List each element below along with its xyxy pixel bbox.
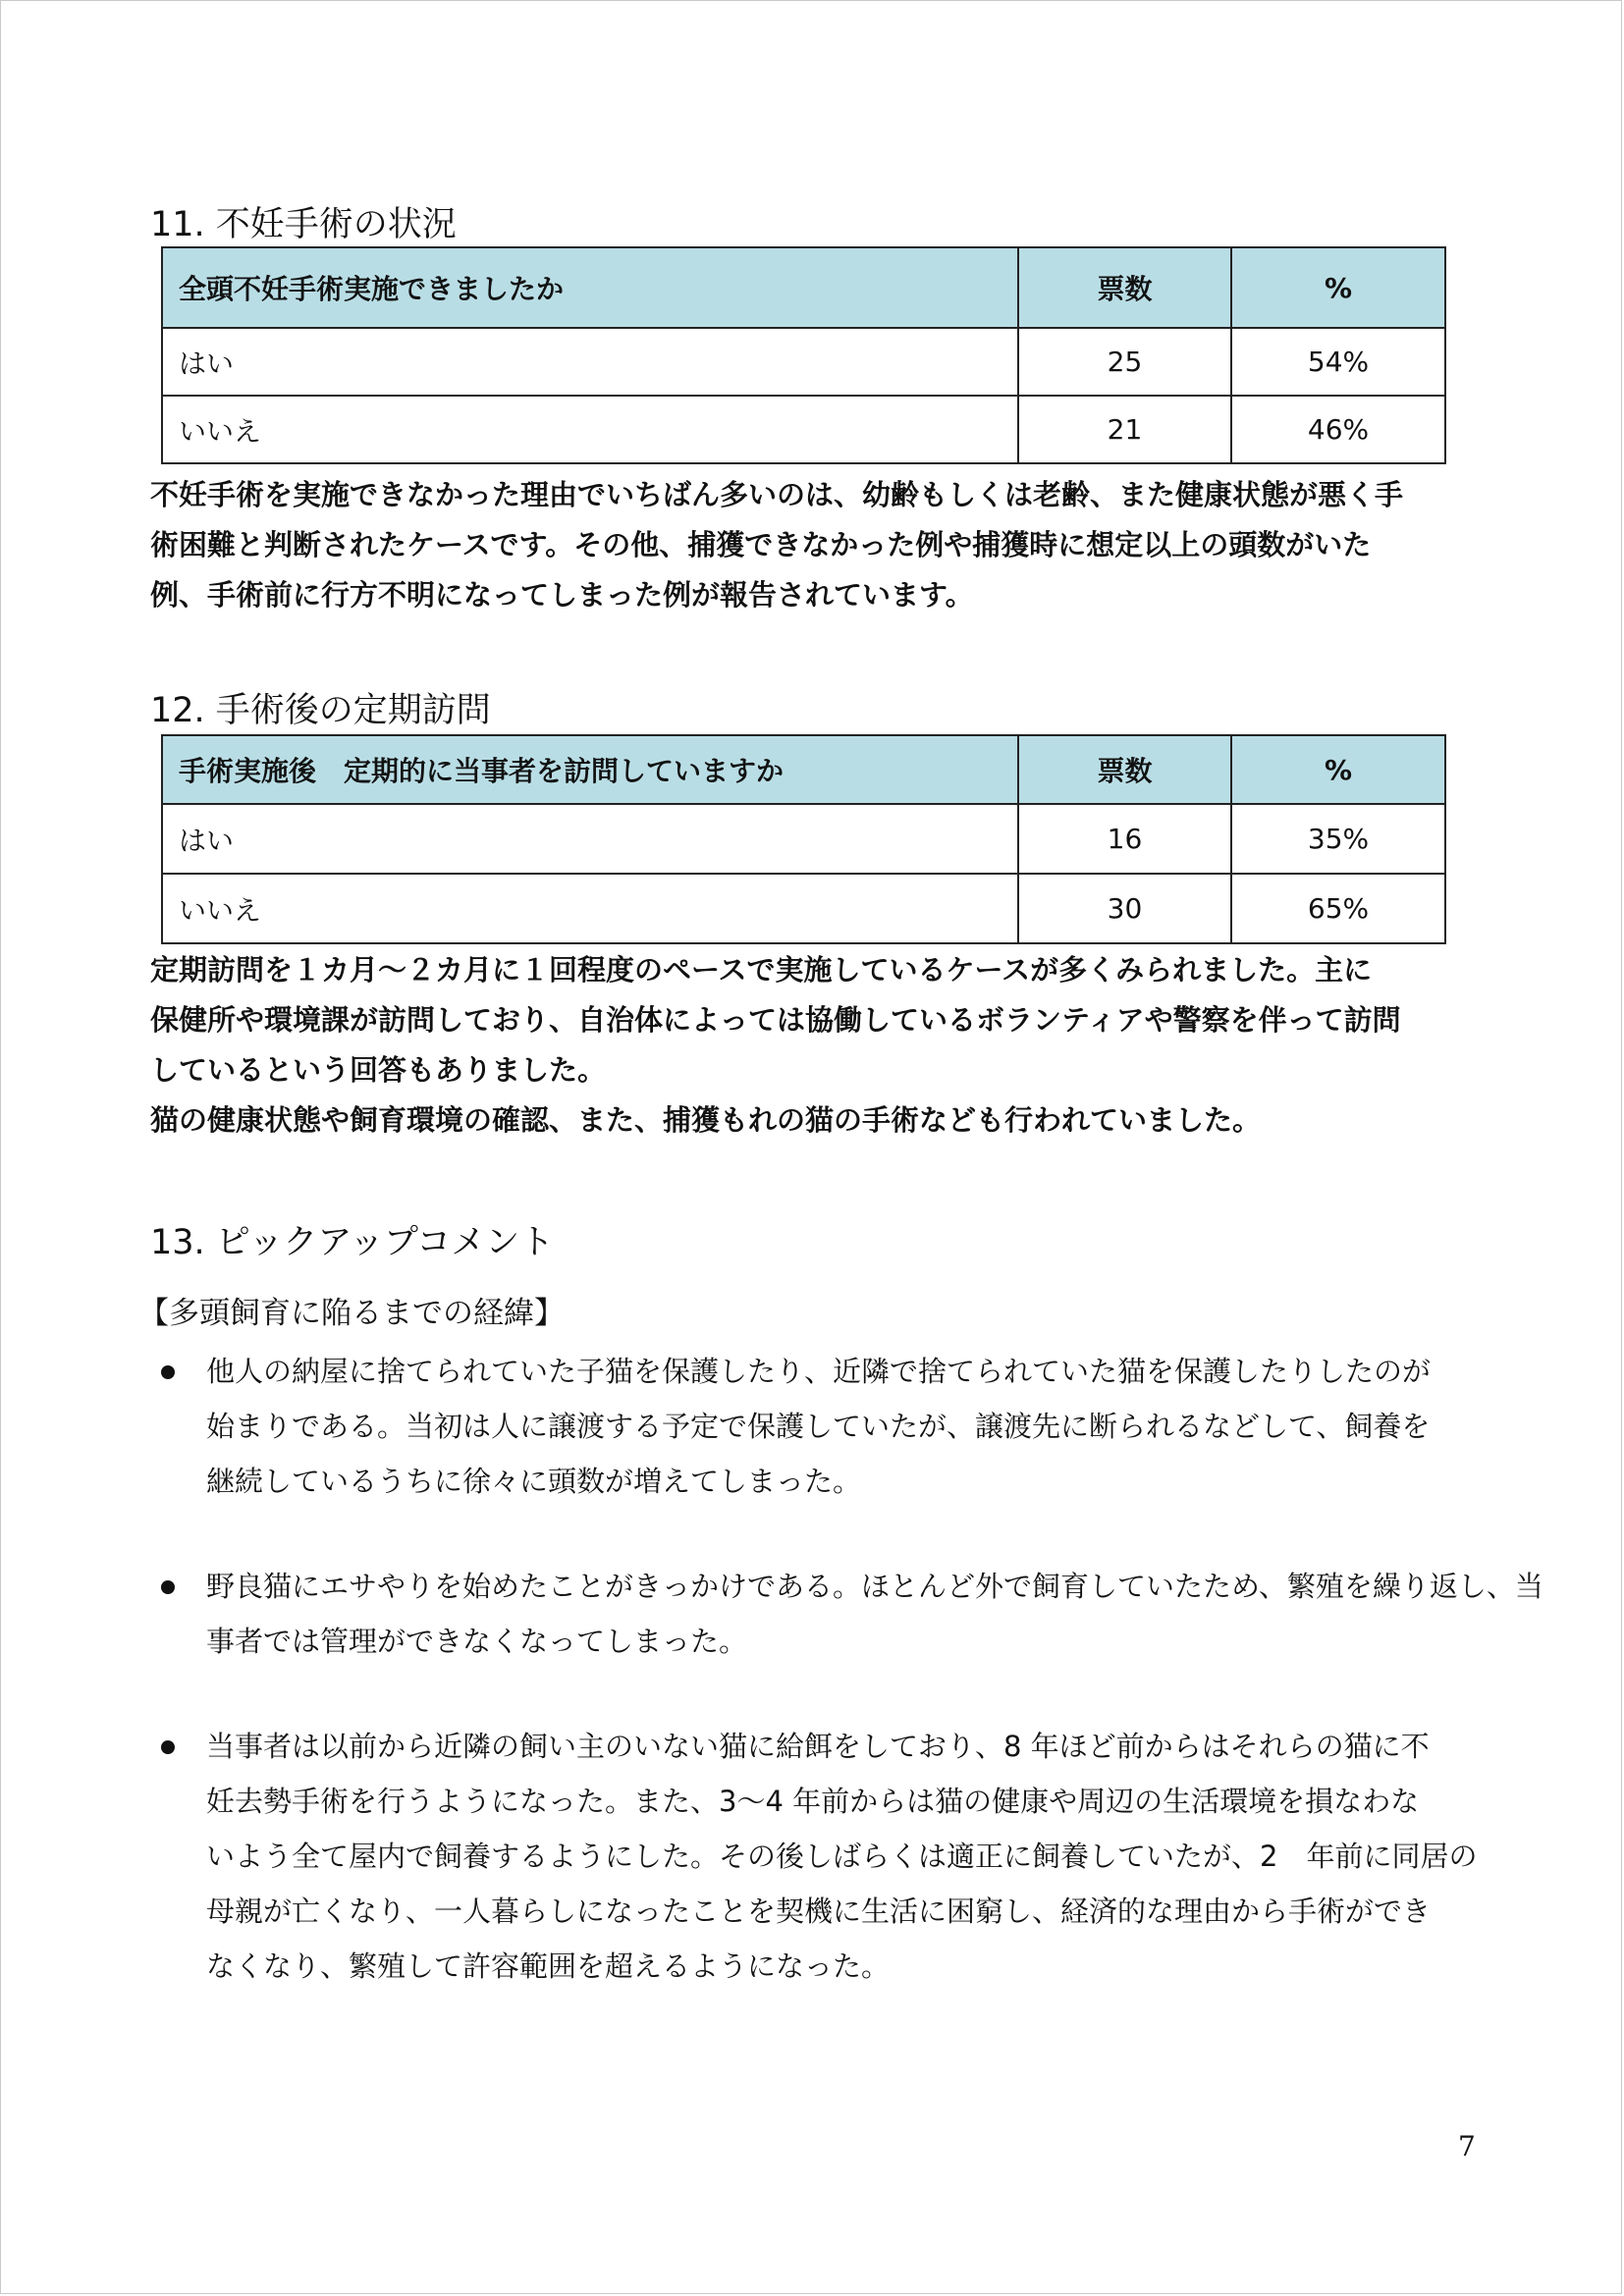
table-header-row xyxy=(162,735,1445,804)
table-row xyxy=(162,804,1445,874)
bullet-line: 事者では管理ができなくなってしまった。 xyxy=(206,1625,748,1658)
table-cell-percent: 65% xyxy=(1231,874,1445,943)
bullet-line: 他人の納屋に捨てられていた子猫を保護したり、近隣で捨てられていた猫を保護したりしたのが xyxy=(206,1355,1432,1388)
table-cell-votes: 21 xyxy=(1018,396,1231,463)
paragraph-line: 定期訪問を１カ月～２カ月に１回程度のペースで実施しているケースが多くみられました。主に xyxy=(150,953,1373,987)
table-header-row xyxy=(162,247,1445,328)
bullet-icon xyxy=(161,1740,175,1754)
table-header-question: 手術実施後 定期的に当事者を訪問していますか xyxy=(162,735,1018,804)
bullet-comment xyxy=(206,1344,1483,1509)
table-row xyxy=(162,874,1445,943)
table-cell-percent: 54% xyxy=(1231,328,1445,396)
table-cell-percent: 46% xyxy=(1231,396,1445,463)
bullet-line: なくなり、繁殖して許容範囲を超えるようになった。 xyxy=(206,1949,891,1983)
page-number: 7 xyxy=(1458,2130,1476,2163)
table-cell-votes: 16 xyxy=(1018,804,1231,874)
bullet-line: 当事者は以前から近隣の飼い主のいない猫に給餌をしており、8 年ほど前からはそれらの猫に不 xyxy=(206,1730,1430,1763)
table-header-votes: 票数 xyxy=(1018,735,1231,804)
paragraph-line: しているという回答もありました。 xyxy=(150,1053,607,1087)
table-cell-votes: 30 xyxy=(1018,874,1231,943)
bullet-comment xyxy=(206,1559,1543,1669)
table-header-question: 全頭不妊手術実施できましたか xyxy=(162,247,1018,328)
table-header-percent: % xyxy=(1231,735,1445,804)
followup-visit-table xyxy=(161,734,1446,944)
table-header-votes: 票数 xyxy=(1018,247,1231,328)
table-row xyxy=(162,328,1445,396)
table-cell-answer: はい xyxy=(162,328,1018,396)
table-header-percent: % xyxy=(1231,247,1445,328)
bullet-comment xyxy=(206,1719,1483,1994)
bullet-line: 母親が亡くなり、一人暮らしになったことを契機に生活に困窮し、経済的な理由から手術ができ xyxy=(206,1895,1432,1928)
table-cell-percent: 35% xyxy=(1231,804,1445,874)
bullet-line: 継続しているうちに徐々に頭数が増えてしまった。 xyxy=(206,1465,862,1498)
paragraph-line: 不妊手術を実施できなかった理由でいちばん多いのは、幼齢もしくは老齢、また健康状態が悪く手 xyxy=(150,478,1404,511)
table-cell-answer: はい xyxy=(162,804,1018,874)
paragraph-line: 例、手術前に行方不明になってしまった例が報告されています。 xyxy=(150,578,974,612)
paragraph-line: 保健所や環境課が訪問しており、自治体によっては協働しているボランティアや警察を伴って訪問 xyxy=(150,1003,1401,1037)
paragraph-line: 猫の健康状態や飼育環境の確認、また、捕獲もれの猫の手術なども行われていました。 xyxy=(150,1103,1262,1137)
table-cell-votes: 25 xyxy=(1018,328,1231,396)
section-12-heading: 12. 手術後の定期訪問 xyxy=(150,691,491,730)
bullet-line: いよう全て屋内で飼養するようにした。その後しばらくは適正に飼養していたが、2 年前に同居の xyxy=(206,1840,1478,1873)
bullet-line: 妊去勢手術を行うようになった。また、3～4 年前からは猫の健康や周辺の生活環境を損なわな xyxy=(206,1785,1420,1818)
section-11-heading: 11. 不妊手術の状況 xyxy=(150,205,457,244)
table-cell-answer: いいえ xyxy=(162,396,1018,463)
bullet-icon xyxy=(161,1365,175,1379)
section-13-heading: 13. ピックアップコメント xyxy=(150,1223,555,1262)
paragraph-line: 術困難と判断されたケースです。その他、捕獲できなかった例や捕獲時に想定以上の頭数がいた xyxy=(150,528,1372,561)
table-row xyxy=(162,396,1445,463)
bullet-icon xyxy=(161,1580,175,1594)
section-13-subheading: 【多頭飼育に陥るまでの経緯】 xyxy=(138,1296,565,1331)
bullet-line: 始まりである。当初は人に譲渡する予定で保護していたが、譲渡先に断られるなどして、飼養を xyxy=(206,1410,1431,1443)
table-cell-answer: いいえ xyxy=(162,874,1018,943)
section-12-paragraph xyxy=(150,945,1471,1146)
bullet-line: 野良猫にエサやりを始めたことがきっかけである。ほとんど外で飼育していたため、繁殖を繰り返し、当 xyxy=(206,1570,1543,1603)
section-11-paragraph xyxy=(150,470,1471,620)
sterilization-table xyxy=(161,246,1446,464)
